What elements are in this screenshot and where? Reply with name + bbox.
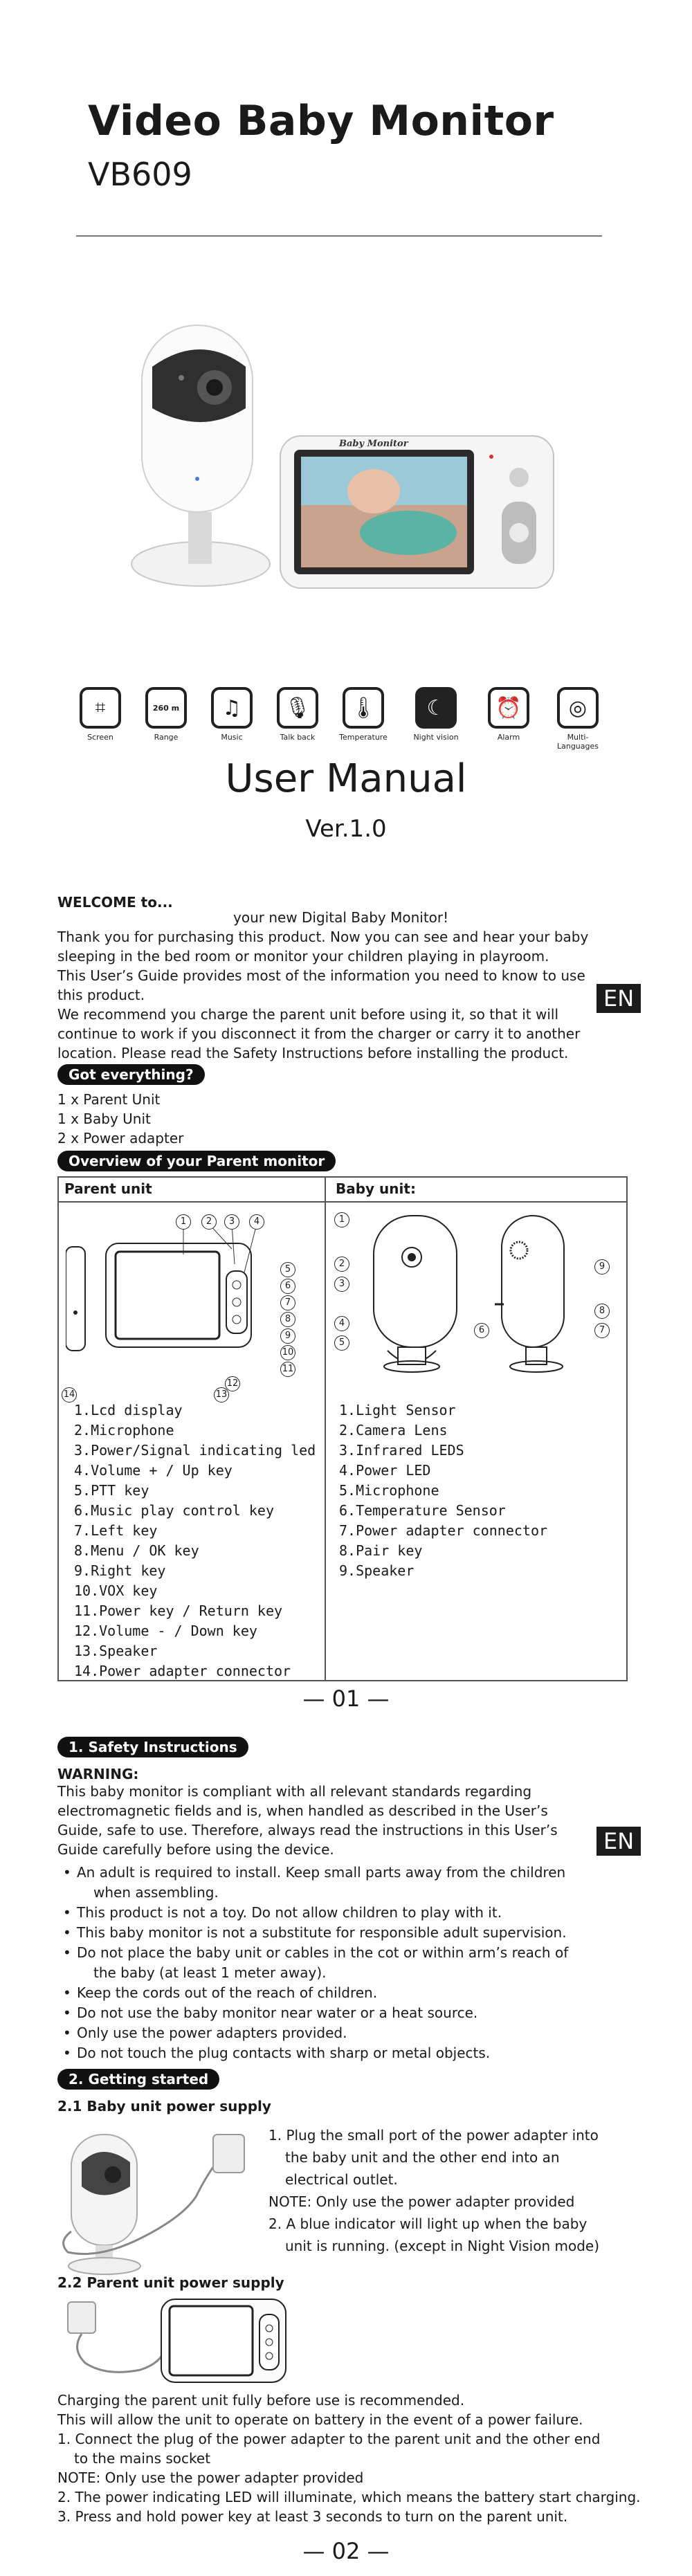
getting-started-heading: 2. Getting started (57, 2069, 219, 2090)
parent-callout: 13 (214, 1387, 229, 1403)
list-item: 8.Pair key (339, 1542, 423, 1559)
list-item: • This product is not a toy. Do not allow children to play with it. (57, 1903, 611, 1923)
list-item: 5.PTT key (74, 1482, 149, 1499)
moon-icon: ☾ (415, 687, 457, 729)
parent-callout: 12 (225, 1376, 240, 1391)
page-number: — 02 — (302, 2538, 390, 2564)
divider (76, 235, 602, 237)
parent-monitor-image (280, 436, 554, 588)
parent-power-steps: Charging the parent unit fully before use is recommended. This will allow the unit to operate on battery in the event of a power failure. 1. Connect the plug of the power adapter to the parent unit and the other end to the mains socket NOTE: Only use the power adapter provided 2. The power indicating LED will illuminate, which means the battery start charging. 3. Press and hold power key at least 3 seconds to turn on the parent unit. (57, 2392, 641, 2525)
baby-callout: 8 (594, 1304, 610, 1319)
parent-callout: 4 (249, 1214, 264, 1230)
thermometer-icon: 🌡 (343, 687, 384, 729)
list-item: when assembling. (93, 1884, 219, 1901)
feature-icons (69, 687, 609, 749)
feature-music: ♫ Music (201, 687, 263, 742)
list-item: 8.Menu / OK key (74, 1542, 199, 1559)
parent-unit-parts (74, 1400, 316, 1681)
list-item: • Do not use the baby monitor near water or a heat source. (57, 2003, 611, 2023)
baby-callout: 5 (334, 1335, 349, 1351)
list-item: 12.Volume - / Down key (74, 1623, 257, 1639)
contents-heading: Got everything? (57, 1064, 205, 1085)
alarm-clock-icon: ⏰ (488, 687, 529, 729)
list-item: 4.Volume + / Up key (74, 1462, 233, 1479)
parent-callout: 14 (62, 1387, 77, 1403)
language-badge: EN (597, 984, 641, 1013)
list-item: • This baby monitor is not a substitute for responsible adult supervision. (57, 1923, 611, 1943)
product-illustration (104, 304, 574, 616)
parent-callout: 1 (176, 1214, 191, 1230)
manual-title: User Manual (225, 756, 467, 801)
welcome-body: Thank you for purchasing this product. Now you can see and hear your baby sleeping in the bed room or monitor your children playing in playroom. This User’s Guide provides most of the information you need to know to use this product. We recommend you charge the parent unit before using it, so that it will continue to work if you disconnect it from the charger or carry it to another location. Please read the Safety Instructions before installing the product. (57, 929, 589, 1061)
list-item: • Do not touch the plug contacts with sharp or metal objects. (57, 2043, 611, 2063)
feature-range: 260 m Range (135, 687, 197, 742)
monitor-brand-label: Baby Monitor (339, 439, 408, 449)
safety-list (57, 1863, 611, 2063)
list-item: • Only use the power adapters provided. (57, 2023, 611, 2043)
feature-screen: ⌗ Screen (69, 687, 131, 742)
document-title: Video Baby Monitor (88, 97, 554, 145)
parent-callout: 3 (224, 1214, 239, 1230)
feature-temperature: 🌡 Temperature (332, 687, 394, 742)
contents-list (57, 1090, 183, 1148)
feature-night-vision: ☾ Night vision (405, 687, 467, 742)
manual-version: Ver.1.0 (305, 815, 387, 843)
baby-power-steps: 1. Plug the small port of the power adapter into the baby unit and the other end into an electrical outlet. NOTE: Only use the power adapter provided 2. A blue indicator will light up when the baby unit is running. (except in Night Vision mode) (268, 2127, 600, 2254)
music-icon: ♫ (211, 687, 253, 729)
list-item: 5.Microphone (339, 1482, 439, 1499)
warning-text: This baby monitor is compliant with all relevant standards regarding electromagnetic fields and is, when handled as described in the User’s Guide, safe to use. Therefore, always read the instructions in this User’s Guide carefully before using the device. (57, 1783, 558, 1858)
page-number: — 01 — (302, 1686, 390, 1712)
baby-unit-power-diagram (57, 2121, 258, 2280)
list-item: • An adult is required to install. Keep small parts away from the children (57, 1863, 611, 1883)
list-item: 9.Speaker (339, 1562, 415, 1579)
parent-callout: 8 (280, 1312, 295, 1327)
baby-callout: 7 (594, 1323, 610, 1338)
microphone-icon: 🎙 (277, 687, 318, 729)
list-item: 3.Power/Signal indicating led (74, 1442, 316, 1459)
feature-alarm: ⏰ Alarm (477, 687, 540, 742)
baby-unit-parts (339, 1400, 547, 1581)
baby-callout: 6 (474, 1323, 489, 1338)
list-item: the baby (at least 1 meter away). (93, 1964, 327, 1981)
range-icon: 260 m (145, 687, 187, 729)
baby-callout: 3 (334, 1277, 349, 1292)
parent-power-heading: 2.2 Parent unit power supply (57, 2274, 284, 2291)
list-item: 1.Light Sensor (339, 1402, 456, 1418)
baby-power-heading: 2.1 Baby unit power supply (57, 2098, 271, 2114)
baby-callout: 4 (334, 1316, 349, 1331)
list-item: 7.Left key (74, 1522, 158, 1539)
parent-unit-header: Parent unit (64, 1180, 152, 1197)
list-item: 13.Speaker (74, 1643, 158, 1659)
baby-callout: 1 (334, 1212, 349, 1227)
baby-unit-header: Baby unit: (336, 1180, 416, 1197)
warning-label: WARNING: (57, 1766, 139, 1782)
list-item: 11.Power key / Return key (74, 1602, 283, 1619)
list-item: 10.VOX key (74, 1582, 158, 1599)
list-item: 2 x Power adapter (57, 1130, 184, 1147)
list-item: 2.Microphone (74, 1422, 174, 1438)
list-item: 14.Power adapter connector (74, 1663, 291, 1679)
list-item: 1 x Baby Unit (57, 1111, 151, 1127)
list-item: • Do not place the baby unit or cables in the cot or within arm’s reach of (57, 1943, 611, 1963)
parent-callout: 7 (280, 1295, 295, 1310)
list-item: • Keep the cords out of the reach of children. (57, 1983, 611, 2003)
parent-callout: 10 (280, 1345, 295, 1360)
welcome-heading: WELCOME to... (57, 894, 173, 911)
list-item: 3.Infrared LEDS (339, 1442, 464, 1459)
parent-callout: 9 (280, 1328, 295, 1344)
overview-heading: Overview of your Parent monitor (57, 1151, 336, 1171)
model-number: VB609 (88, 156, 192, 193)
list-item: 4.Power LED (339, 1462, 431, 1479)
list-item: 2.Camera Lens (339, 1422, 448, 1438)
overview-table (57, 1176, 628, 1681)
baby-callout: 9 (594, 1259, 610, 1275)
feature-multi-languages: ◎ Multi-Languages (547, 687, 609, 751)
welcome-line: your new Digital Baby Monitor! (233, 909, 449, 926)
list-item: 9.Right key (74, 1562, 166, 1579)
list-item: 6.Temperature Sensor (339, 1502, 506, 1519)
list-item: 1 x Parent Unit (57, 1091, 161, 1108)
parent-unit-power-diagram (57, 2294, 307, 2391)
list-item: 1.Lcd display (74, 1402, 183, 1418)
feature-talk-back: 🎙 Talk back (266, 687, 329, 742)
parent-callout: 11 (280, 1362, 295, 1377)
parent-callout: 6 (280, 1279, 295, 1294)
list-item: 6.Music play control key (74, 1502, 274, 1519)
baby-camera-image (131, 325, 270, 586)
screen-icon: ⌗ (80, 687, 121, 729)
parent-callout: 2 (201, 1214, 217, 1230)
language-badge: EN (597, 1827, 641, 1856)
baby-unit-diagram (332, 1209, 623, 1396)
safety-heading: 1. Safety Instructions (57, 1737, 248, 1757)
list-item: 7.Power adapter connector (339, 1522, 548, 1539)
parent-callout: 5 (280, 1262, 295, 1277)
globe-icon: ◎ (557, 687, 599, 729)
baby-callout: 2 (334, 1257, 349, 1272)
